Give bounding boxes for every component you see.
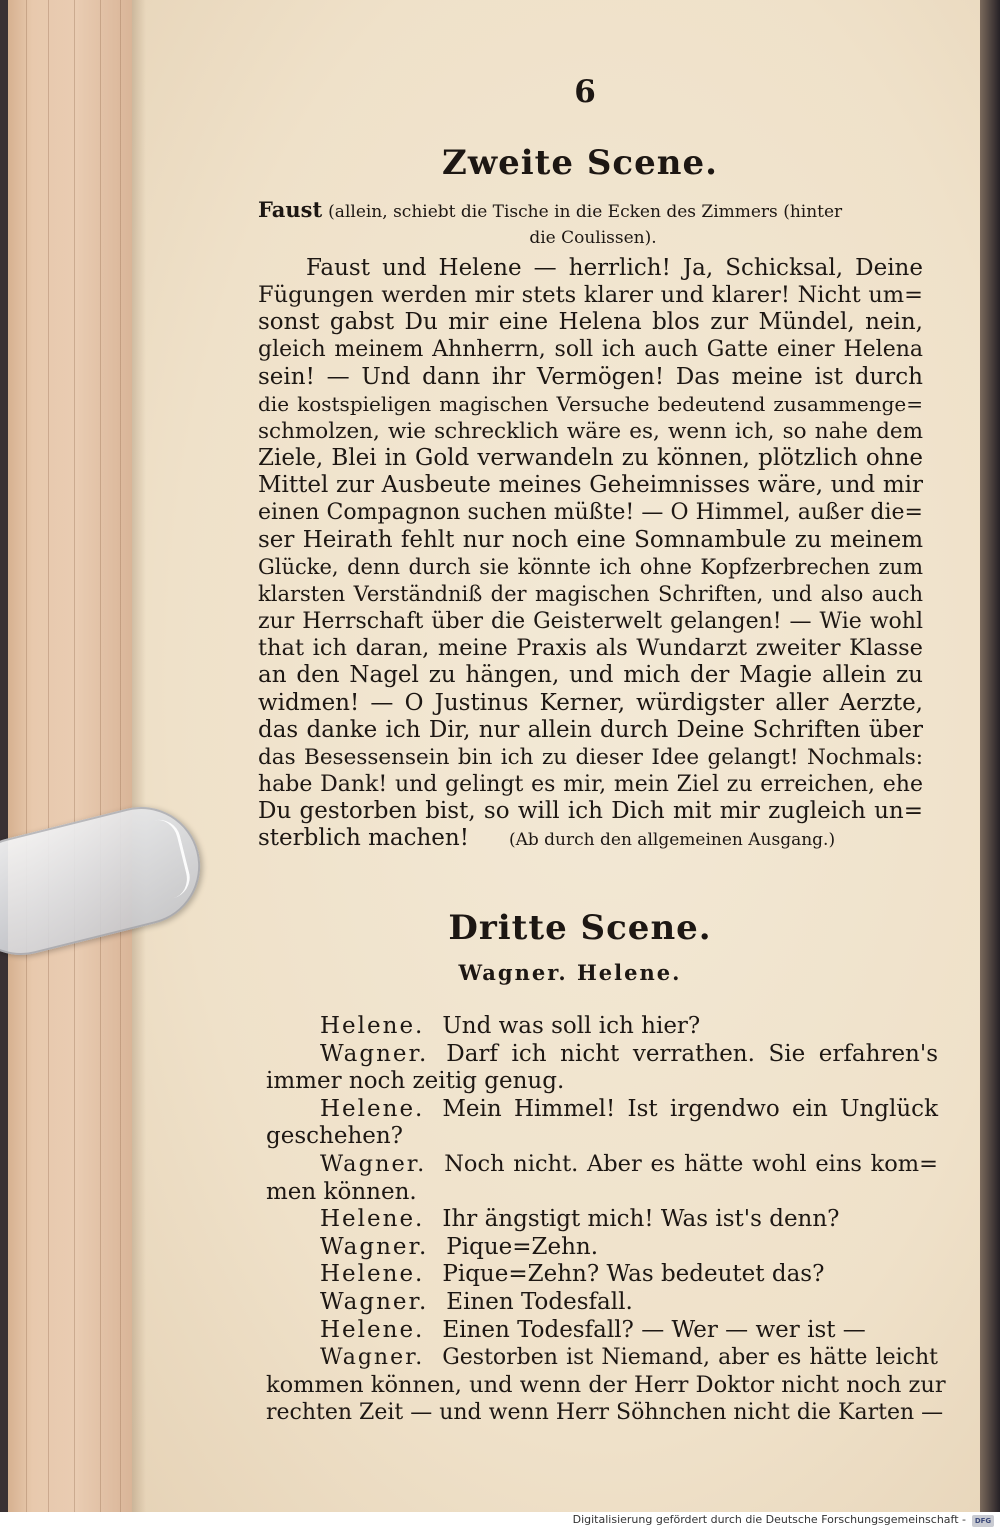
text-line: sonst gabst Du mir eine Helena blos zur Mündel, nein, — [258, 309, 923, 336]
text-line: zur Herrschaft über die Geisterwelt gelangen! — Wie wohl — [258, 609, 923, 635]
text-line: das Besessensein bin ich zu dieser Idee gelangt! Nochmals: — [258, 744, 923, 770]
footer-credit: Digitalisierung gefördert durch die Deutsche Forschungsgemeinschaft - — [572, 1513, 966, 1526]
speaker-name: Wagner. — [320, 1040, 429, 1067]
scene-heading: Dritte Scene. — [448, 908, 712, 948]
speaker-name: Faust — [258, 197, 323, 222]
dialogue-line — [258, 1151, 938, 1179]
text-line: habe Dank! und gelingt es mir, mein Ziel zu erreichen, ehe — [258, 771, 923, 797]
text-line: einen Compagnon suchen müßte! — O Himmel, außer die= — [258, 500, 923, 526]
speaker-name: Wagner. — [320, 1150, 427, 1177]
text-line: Glücke, denn durch sie könnte ich ohne Kopfzerbrechen zum — [258, 554, 923, 579]
dialogue-line — [258, 1096, 938, 1124]
speaker-name: Wagner. — [320, 1288, 429, 1315]
dialogue-line — [258, 1234, 938, 1262]
text-line: an den Nagel zu hängen, und mich der Magie allein zu — [258, 662, 923, 689]
speaker-name: Helene. — [320, 1013, 425, 1039]
text-line-end: sterblich machen! — [258, 825, 469, 852]
dialogue-line — [258, 1261, 938, 1289]
monologue — [258, 255, 923, 854]
speaker-name: Helene. — [320, 1316, 425, 1343]
text-line: Ziele, Blei in Gold verwandeln zu können, plötzlich ohne — [258, 445, 923, 472]
text-line: that ich daran, meine Praxis als Wundarzt zweiter Klasse — [258, 635, 923, 662]
text-line: die kostspieligen magischen Versuche bedeutend zusammenge= — [258, 391, 923, 416]
speaker-name: Wagner. — [320, 1233, 429, 1260]
dfg-logo: DFG — [972, 1515, 994, 1527]
text-line: Mittel zur Ausbeute meines Geheimnisses wäre, und mir — [258, 472, 923, 499]
dialogue-line — [258, 1041, 938, 1069]
text-line: das danke ich Dir, nur allein durch Deine Schriften über — [258, 716, 923, 743]
dialogue-text: Einen Todesfall? — Wer — wer ist — — [442, 1316, 866, 1343]
dialogue-line — [258, 1206, 938, 1234]
page-number: 6 — [574, 74, 596, 110]
speaker-name: Wagner. — [320, 1345, 425, 1371]
text-line: schmolzen, wie schrecklich wäre es, wenn ich, so nahe dem — [258, 418, 923, 444]
dialogue-line — [258, 1013, 938, 1041]
dialogue-text: Pique=Zehn. — [446, 1233, 599, 1260]
text-line: sein! — Und dann ihr Vermögen! Das meine ist durch — [258, 363, 923, 390]
dialogue-text: Gestorben ist Niemand, aber es hätte leicht — [442, 1345, 938, 1371]
dialogue-continuation: men können. — [266, 1178, 417, 1205]
dialogue-line — [258, 1344, 938, 1372]
stage-direction — [258, 197, 928, 251]
text-line: gleich meinem Ahnherrn, soll ich auch Gatte einer Helena — [258, 337, 923, 363]
text-line: Faust und Helene — herrlich! Ja, Schicksal, Deine — [306, 255, 923, 281]
dialogue-text: Darf ich nicht verrathen. Sie erfahren's — [446, 1040, 938, 1067]
text-line: Fügungen werden mir stets klarer und klarer! Nicht um= — [258, 282, 923, 309]
stage-direction-text: die Coulissen). — [529, 228, 657, 248]
text-line: kommen können, und wenn der Herr Doktor nicht noch zur — [266, 1371, 946, 1398]
dialogue-continuation: immer noch zeitig genug. — [266, 1068, 565, 1095]
character-list: Wagner. Helene. — [458, 960, 682, 985]
dialogue-line — [258, 1317, 938, 1345]
dialogue-continuation: geschehen? — [266, 1123, 404, 1150]
stage-direction-text: (allein, schiebt die Tische in die Ecken des Zimmers (hinter — [328, 202, 843, 222]
dialogue-line — [258, 1289, 938, 1317]
dialogue-text: Mein Himmel! Ist irgendwo ein Unglück — [442, 1095, 938, 1122]
dialogue-text: Einen Todesfall. — [446, 1288, 633, 1315]
text-line: widmen! — O Justinus Kerner, würdigster aller Aerzte, — [258, 689, 923, 716]
text-line: Du gestorben bist, so will ich Dich mit mir zugleich un= — [258, 798, 923, 825]
text-line: klarsten Verständniß der magischen Schriften, und also auch — [258, 581, 923, 606]
speaker-name: Helene. — [320, 1095, 425, 1122]
text-line — [258, 825, 923, 854]
text-line: rechten Zeit — und wenn Herr Söhnchen nicht die Karten — — [266, 1400, 944, 1426]
exit-direction: (Ab durch den allgemeinen Ausgang.) — [508, 830, 836, 851]
dialogue — [258, 1013, 946, 1427]
dialogue-text: Pique=Zehn? Was bedeutet das? — [442, 1261, 825, 1288]
text-line: ser Heirath fehlt nur noch eine Somnambule zu meinem — [258, 526, 923, 553]
speaker-name: Helene. — [320, 1206, 425, 1233]
dialogue-text: Und was soll ich hier? — [442, 1013, 701, 1039]
footer-bar — [0, 1512, 1000, 1530]
speaker-name: Helene. — [320, 1261, 425, 1288]
dialogue-text: Ihr ängstigt mich! Was ist's denn? — [442, 1206, 840, 1233]
dialogue-text: Noch nicht. Aber es hätte wohl eins kom= — [444, 1150, 938, 1177]
scene-heading: Zweite Scene. — [442, 143, 718, 183]
